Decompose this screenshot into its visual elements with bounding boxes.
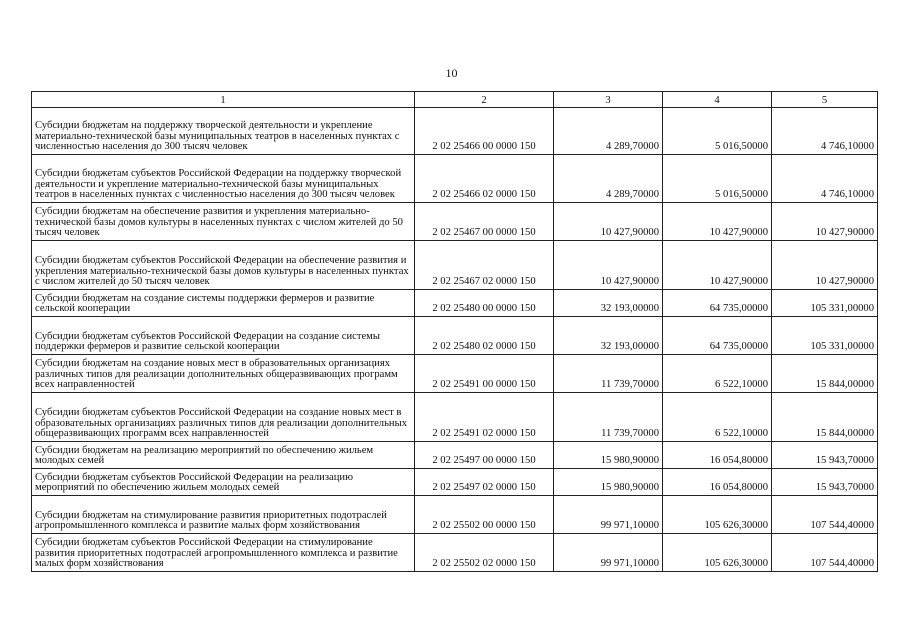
subsidy-name: Субсидии бюджетам субъектов Российской Федерации на создание системы поддержки фермеров и развитие сельской кооперации (32, 317, 415, 355)
budget-code: 2 02 25466 02 0000 150 (415, 155, 554, 203)
amount-year-2: 5 016,50000 (663, 155, 772, 203)
table-row (32, 108, 878, 155)
amount-year-2: 64 735,00000 (663, 290, 772, 317)
budget-code: 2 02 25497 02 0000 150 (415, 469, 554, 496)
amount-year-3: 15 943,70000 (772, 469, 878, 496)
amount-year-3: 15 844,00000 (772, 393, 878, 442)
table-row (32, 393, 878, 442)
column-header-2: 2 (415, 92, 554, 108)
budget-code: 2 02 25480 02 0000 150 (415, 317, 554, 355)
budget-code: 2 02 25480 00 0000 150 (415, 290, 554, 317)
table-row (32, 442, 878, 469)
subsidy-name: Субсидии бюджетам субъектов Российской Федерации на обеспечение развития и укрепления материально-технической базы домов культуры в населенных пунктах с числом жителей до 50 тысяч человек (32, 241, 415, 290)
column-header-4: 4 (663, 92, 772, 108)
amount-year-2: 105 626,30000 (663, 534, 772, 572)
subsidy-name: Субсидии бюджетам на создание новых мест в образовательных организациях различных типов для реализации дополнительных общеразвивающих программ всех направленностей (32, 355, 415, 393)
amount-year-1: 11 739,70000 (554, 355, 663, 393)
subsidy-name: Субсидии бюджетам на поддержку творческой деятельности и укрепление материально-технической базы муниципальных театров в населенных пунктах с численностью населения до 300 тысяч человек (32, 108, 415, 155)
amount-year-1: 10 427,90000 (554, 203, 663, 241)
amount-year-2: 16 054,80000 (663, 442, 772, 469)
table-row (32, 241, 878, 290)
amount-year-2: 6 522,10000 (663, 393, 772, 442)
amount-year-3: 4 746,10000 (772, 155, 878, 203)
column-header-5: 5 (772, 92, 878, 108)
amount-year-3: 15 943,70000 (772, 442, 878, 469)
subsidy-name: Субсидии бюджетам на реализацию мероприятий по обеспечению жильем молодых семей (32, 442, 415, 469)
amount-year-1: 32 193,00000 (554, 290, 663, 317)
amount-year-1: 11 739,70000 (554, 393, 663, 442)
column-header-3: 3 (554, 92, 663, 108)
amount-year-3: 10 427,90000 (772, 203, 878, 241)
amount-year-2: 105 626,30000 (663, 496, 772, 534)
amount-year-2: 16 054,80000 (663, 469, 772, 496)
subsidy-name: Субсидии бюджетам на стимулирование развития приоритетных подотраслей агропромышленного комплекса и развитие малых форм хозяйствования (32, 496, 415, 534)
subsidy-name: Субсидии бюджетам субъектов Российской Федерации на стимулирование развития приоритетных подотраслей агропромышленного комплекса и развитие малых форм хозяйствования (32, 534, 415, 572)
budget-code: 2 02 25502 00 0000 150 (415, 496, 554, 534)
amount-year-2: 10 427,90000 (663, 241, 772, 290)
table-row (32, 290, 878, 317)
subsidy-name: Субсидии бюджетам субъектов Российской Федерации на создание новых мест в образовательных организациях различных типов для реализации дополнительных общеразвивающих программ всех направленностей (32, 393, 415, 442)
column-header-1: 1 (32, 92, 415, 108)
amount-year-1: 15 980,90000 (554, 442, 663, 469)
table-header-row (32, 92, 878, 108)
amount-year-1: 10 427,90000 (554, 241, 663, 290)
table-row (32, 534, 878, 572)
subsidy-name: Субсидии бюджетам на создание системы поддержки фермеров и развитие сельской кооперации (32, 290, 415, 317)
budget-code: 2 02 25491 02 0000 150 (415, 393, 554, 442)
amount-year-1: 4 289,70000 (554, 108, 663, 155)
amount-year-3: 15 844,00000 (772, 355, 878, 393)
amount-year-2: 64 735,00000 (663, 317, 772, 355)
subsidy-name: Субсидии бюджетам субъектов Российской Федерации на поддержку творческой деятельности и укрепление материально-технической базы муниципальных театров в населенных пунктах с численностью населения до 300 тысяч человек (32, 155, 415, 203)
table-row (32, 496, 878, 534)
amount-year-3: 105 331,00000 (772, 290, 878, 317)
amount-year-2: 5 016,50000 (663, 108, 772, 155)
page-number: 10 (445, 66, 458, 80)
subsidy-name: Субсидии бюджетам субъектов Российской Федерации на реализацию мероприятий по обеспечению жильем молодых семей (32, 469, 415, 496)
amount-year-1: 15 980,90000 (554, 469, 663, 496)
subsidy-name: Субсидии бюджетам на обеспечение развития и укрепления материально-технической базы домов культуры в населенных пунктах с числом жителей до 50 тысяч человек (32, 203, 415, 241)
amount-year-1: 32 193,00000 (554, 317, 663, 355)
table-row (32, 355, 878, 393)
amount-year-3: 107 544,40000 (772, 496, 878, 534)
budget-code: 2 02 25466 00 0000 150 (415, 108, 554, 155)
budget-code: 2 02 25467 00 0000 150 (415, 203, 554, 241)
budget-code: 2 02 25497 00 0000 150 (415, 442, 554, 469)
amount-year-3: 4 746,10000 (772, 108, 878, 155)
amount-year-2: 6 522,10000 (663, 355, 772, 393)
table-row (32, 317, 878, 355)
amount-year-3: 10 427,90000 (772, 241, 878, 290)
budget-table (31, 91, 878, 572)
amount-year-1: 4 289,70000 (554, 155, 663, 203)
table-row (32, 203, 878, 241)
amount-year-3: 107 544,40000 (772, 534, 878, 572)
amount-year-1: 99 971,10000 (554, 496, 663, 534)
amount-year-3: 105 331,00000 (772, 317, 878, 355)
budget-code: 2 02 25491 00 0000 150 (415, 355, 554, 393)
amount-year-2: 10 427,90000 (663, 203, 772, 241)
table-row (32, 155, 878, 203)
amount-year-1: 99 971,10000 (554, 534, 663, 572)
budget-code: 2 02 25467 02 0000 150 (415, 241, 554, 290)
table-row (32, 469, 878, 496)
budget-code: 2 02 25502 02 0000 150 (415, 534, 554, 572)
